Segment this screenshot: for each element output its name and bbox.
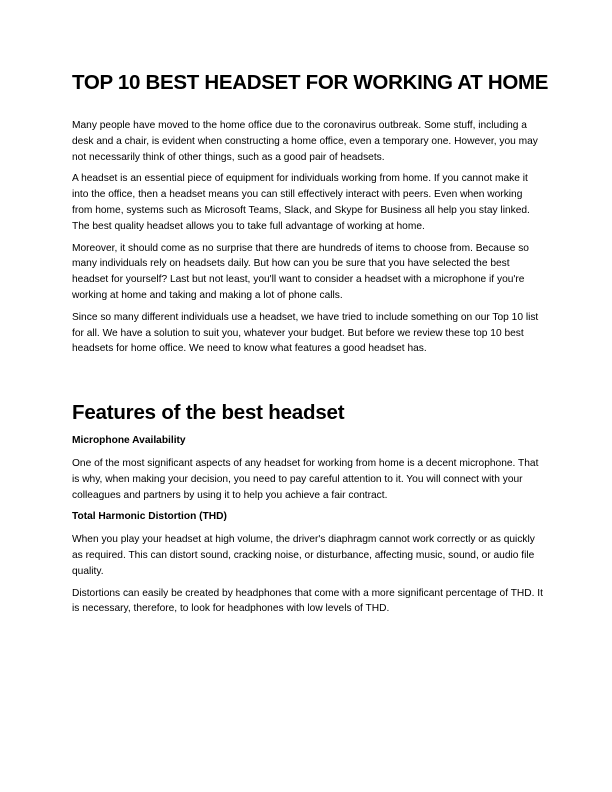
section-heading-microphone: Microphone Availability xyxy=(72,435,186,447)
intro-paragraph: Moreover, it should come as no surprise that there are hundreds of items to choose from. Because so many individuals rely on headsets daily. But how can you be sure that you have selected the best headset for yourself? Last but not least, you'll want to consider a headset with a microphone if you're working at home and taking and making a lot of phone calls. xyxy=(72,242,529,301)
section-paragraph: When you play your headset at high volume, the driver's diaphragm cannot work correctly or as quickly as required. This can distort sound, cracking noise, or disturbance, affecting music, sound, or audio file quality. xyxy=(72,534,535,577)
intro-paragraph: Many people have moved to the home office due to the coronavirus outbreak. Some stuff, including a desk and a chair, is evident when constructing a home office, even a temporary one. However, you may not necessarily think of other things, such as a good pair of headsets. xyxy=(72,120,538,163)
intro-paragraph: A headset is an essential piece of equipment for individuals working from home. If you cannot make it into the office, then a headset means you can still effectively interact with peers. Even when working from home, systems such as Microsoft Teams, Slack, and Skype for Business all help you stay linked. The best quality headset allows you to take full advantage of working at home. xyxy=(72,173,530,232)
section-paragraph: One of the most significant aspects of any headset for working from home is a decent microphone. That is why, when making your decision, you need to pay careful attention to it. You will connect with your colleagues and partners by using it to help you achieve a fair contract. xyxy=(72,457,539,501)
section-paragraph: Distortions can easily be created by headphones that come with a more significant percentage of THD. It is necessary, therefore, to look for headphones with low levels of THD. xyxy=(72,587,543,615)
section-heading-thd: Total Harmonic Distortion (THD) xyxy=(72,511,227,523)
document-title: TOP 10 BEST HEADSET FOR WORKING AT HOME xyxy=(72,71,549,94)
features-heading: Features of the best headset xyxy=(72,401,345,425)
document-page xyxy=(72,68,549,623)
intro-paragraph: Since so many different individuals use a headset, we have tried to include something on our Top 10 list for all. We have a solution to suit you, whatever your budget. But before we review these top 10 best headsets for home office. We need to know what features a good headset has. xyxy=(72,311,539,355)
